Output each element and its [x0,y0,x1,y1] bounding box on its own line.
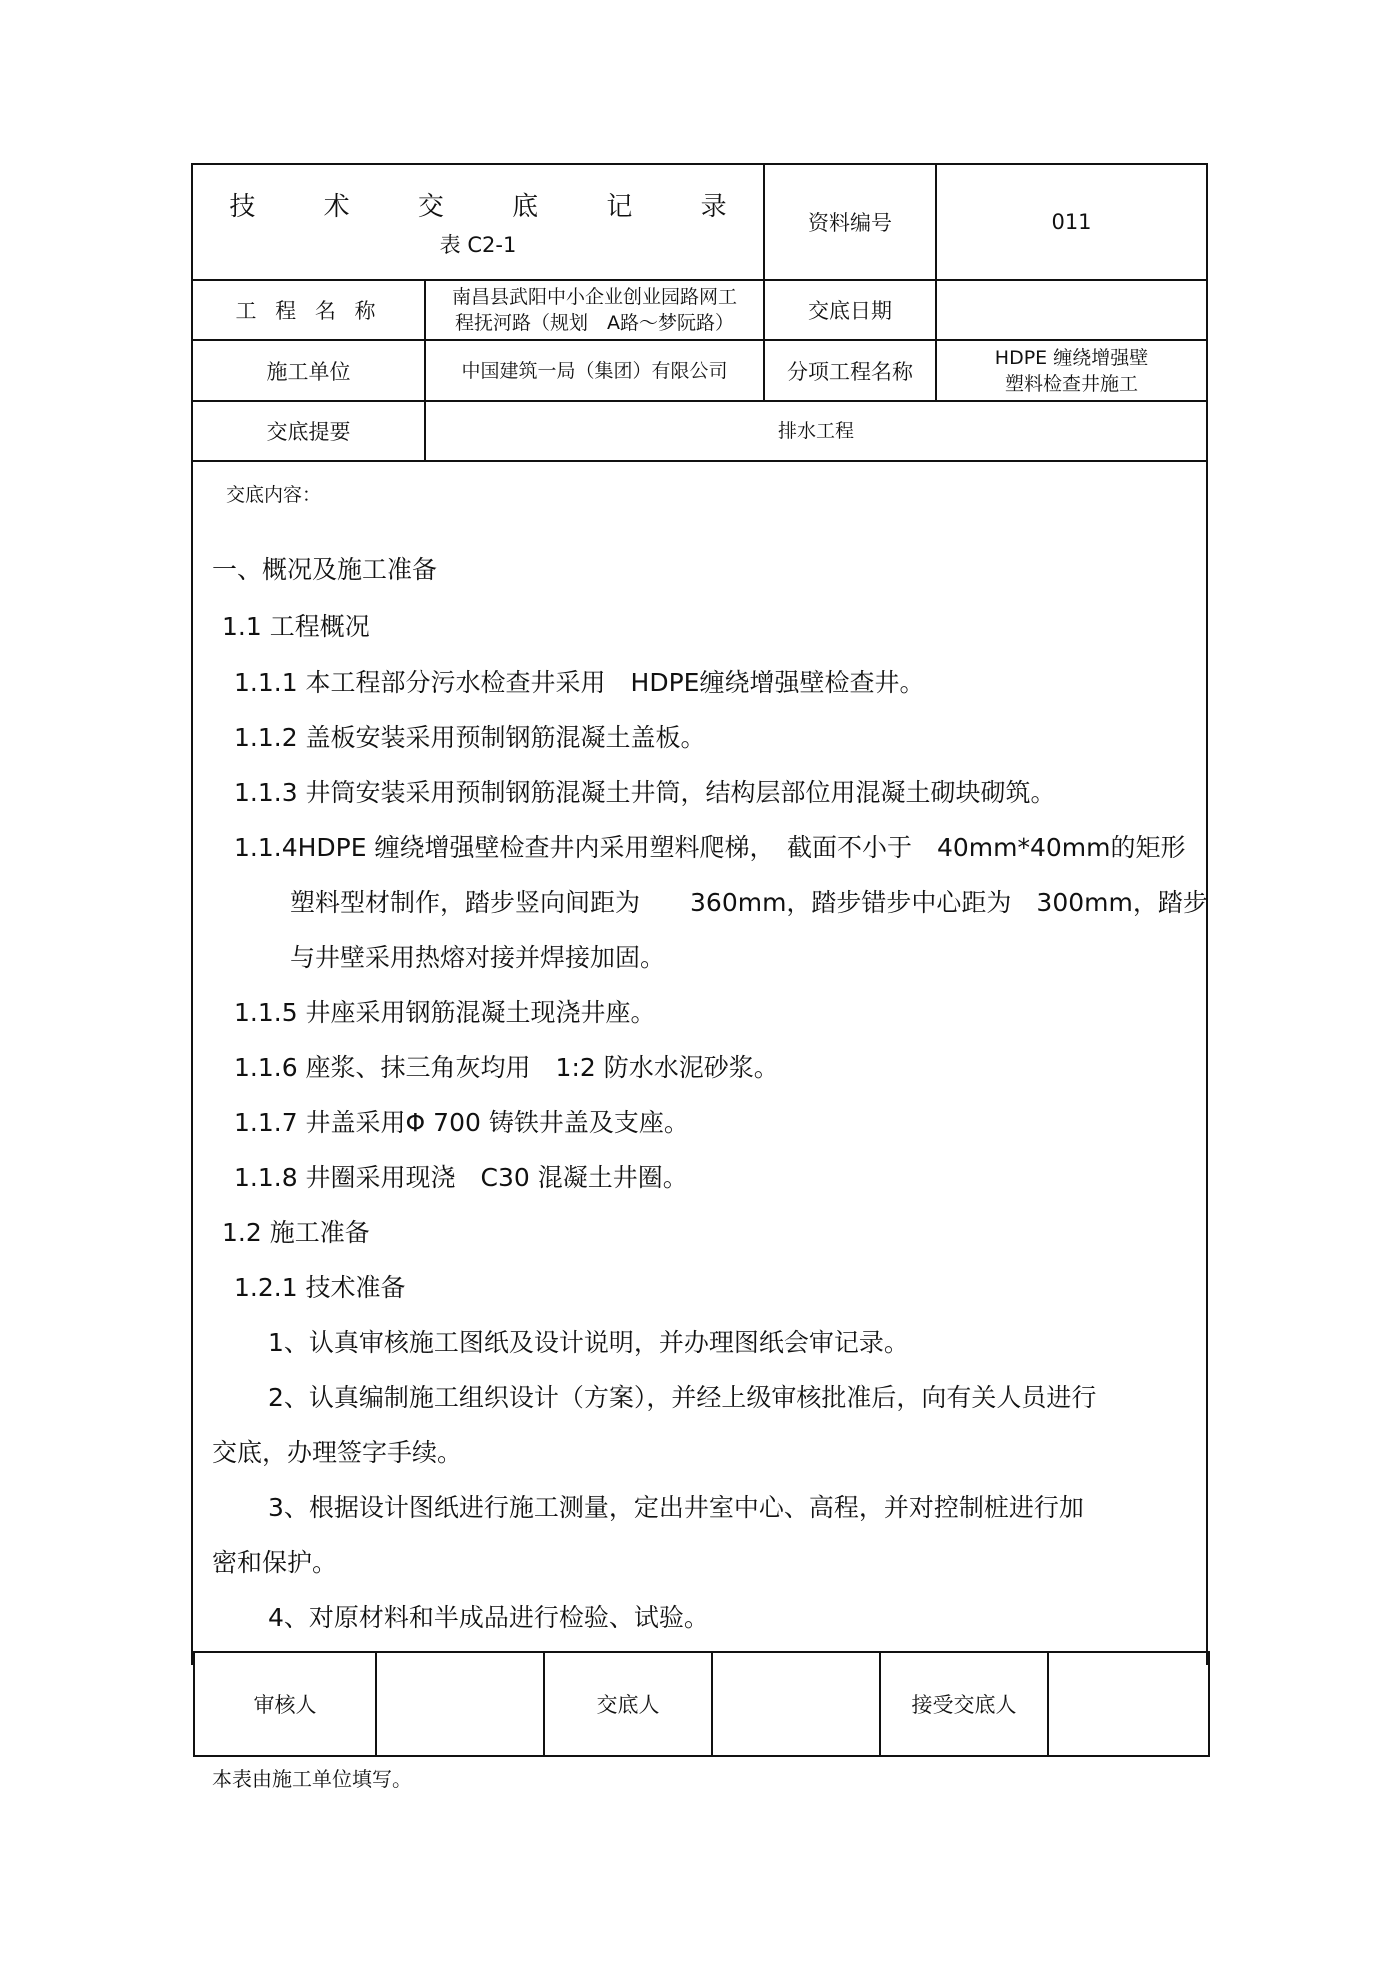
content-line: 密和保护。 [212,1548,338,1577]
disclosure-date-label: 交底日期 [808,299,892,323]
summary-label: 交底提要 [266,420,351,444]
discloser-signature [713,1653,879,1755]
content-line: 塑料型材制作，踏步竖向间距为 360mm，踏步错步中心距为 300mm，踏步 [290,888,1208,917]
subitem-label: 分项工程名称 [787,359,913,384]
form-number: 表 C2-1 [439,232,517,257]
contractor-label: 施工单位 [266,359,351,384]
summary-value: 排水工程 [777,420,854,442]
project-name-label: 工 程 名 称 [235,299,382,323]
page-title: 技 术 交 底 记 录 [229,191,757,222]
title-cell [193,165,763,279]
content-line: 4、对原材料和半成品进行检验、试验。 [268,1603,709,1632]
row-divider [191,460,1208,462]
project-name-value: 南昌县武阳中小企业创业园路网工 程抚河路（规划 A路～梦阮路） [451,286,737,334]
receiver-label: 接受交底人 [911,1693,1017,1717]
content-line: 交底，办理签字手续。 [212,1438,463,1467]
content-line: 2、认真编制施工组织设计（方案），并经上级审核批准后，向有关人员进行 [268,1383,1097,1412]
content-line: 1.1.3 井筒安装采用预制钢筋混凝土井筒，结构层部位用混凝土砌块砌筑。 [234,778,1056,807]
doc-no-label: 资料编号 [808,211,892,235]
footnote: 本表由施工单位填写。 [212,1767,412,1791]
doc-no-value: 011 [1051,210,1092,234]
subitem-value: HDPE 缠绕增强壁 塑料检查井施工 [994,346,1149,395]
reviewer-signature [377,1653,543,1755]
disclosure-date-value [937,281,1206,339]
content-heading: 交底内容： [226,484,322,506]
subsection-heading: 1.1 工程概况 [222,612,370,641]
reviewer-label: 审核人 [253,1693,317,1717]
content-line: 1.1.7 井盖采用Φ 700 铸铁井盖及支座。 [234,1108,689,1137]
content-line: 1.1.1 本工程部分污水检查井采用 HDPE缠绕增强壁检查井。 [234,668,925,697]
receiver-signature [1049,1653,1208,1755]
content-line: 1.1.8 井圈采用现浇 C30 混凝土井圈。 [234,1163,688,1192]
contractor-value: 中国建筑一局（集团）有限公司 [461,359,728,382]
discloser-label: 交底人 [596,1693,660,1717]
content-line: 1.1.5 井座采用钢筋混凝土现浇井座。 [234,998,656,1027]
content-line: 1.2.1 技术准备 [234,1273,406,1302]
section-heading: 一、概况及施工准备 [212,555,438,584]
content-line: 1.1.2 盖板安装采用预制钢筋混凝土盖板。 [234,723,706,752]
content-line: 1.1.6 座浆、抹三角灰均用 1:2 防水水泥砂浆。 [234,1053,779,1082]
content-line: 与井壁采用热熔对接并焊接加固。 [290,943,666,972]
content-line: 3、根据设计图纸进行施工测量，定出井室中心、高程，并对控制桩进行加 [268,1493,1084,1522]
content-line: 1、认真审核施工图纸及设计说明，并办理图纸会审记录。 [268,1328,909,1357]
subsection-heading: 1.2 施工准备 [222,1218,370,1247]
content-line: 1.1.4HDPE 缠绕增强壁检查井内采用塑料爬梯， 截面不小于 40mm*40mm的矩形 [234,833,1186,862]
